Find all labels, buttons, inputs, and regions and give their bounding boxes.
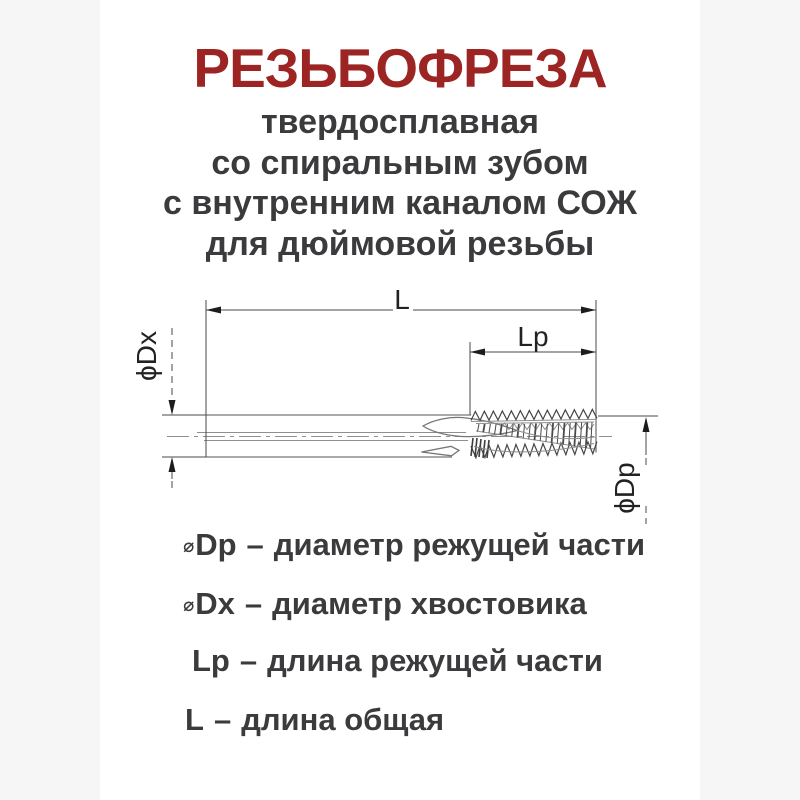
legend-term-text: L [185,702,204,737]
relief-bar [535,424,537,441]
legend-term-text: Lp [192,643,230,678]
dimension-overall-length [206,284,596,457]
start-tooth [471,438,473,456]
legend-term-text: Dp [195,527,237,562]
relief-bar [580,423,582,448]
relief-bar [478,424,480,432]
page-title: РЕЗЬБОФРЕЗА [193,37,607,99]
thread-top-teeth [471,409,597,420]
legend-dash: – [246,527,264,562]
arrowhead-right [581,349,596,356]
legend-desc: длина режущей части [267,643,603,678]
thread-top-profile [471,409,597,421]
label-cutting-diameter: ϕDp [609,462,640,514]
arrowhead-left [470,349,485,356]
subtitle-line: для дюймовой резьбы [205,224,595,263]
relief-bar [489,424,491,433]
label-shank-diameter: ϕDx [131,331,162,381]
legend-term-text: Dx [195,586,235,621]
legend-dash: – [213,702,232,737]
arrowhead-right [581,307,596,314]
dimension-cutting-length [470,321,596,415]
dimension-cutting-diameter [598,416,658,524]
helical-flute-upper [423,417,517,436]
arrowhead-up [643,417,650,432]
arrowhead-up [169,457,176,472]
relief-bar [557,423,559,444]
arrowhead-down [169,400,176,415]
label-overall-length: L [394,284,410,315]
relief-bar [540,424,542,442]
arrowhead-left [206,307,221,314]
label-cutting-length: Lp [517,321,549,352]
legend-desc: диаметр хвостовика [272,586,587,621]
relief-bar [591,423,593,449]
subtitle-line: с внутренним каналом СОЖ [163,184,637,222]
legend-desc: длина общая [241,702,445,737]
relief-bar [563,423,565,445]
helical-flute-lower [422,446,460,456]
diameter-symbol: ⌀ [183,593,195,615]
diameter-symbol: ⌀ [183,534,195,556]
dimension-shank-diameter [131,328,206,493]
relief-bar [495,424,497,434]
legend-desc: диаметр режущей части [273,527,646,562]
relief-bar [523,424,525,438]
relief-bar [483,424,485,432]
legend-dash: – [239,643,258,678]
subtitle-line: со спиральным зубом [211,143,589,182]
subtitle-line: твердосплавная [261,103,539,141]
thread-section [471,409,597,458]
legend-dash: – [244,586,263,621]
